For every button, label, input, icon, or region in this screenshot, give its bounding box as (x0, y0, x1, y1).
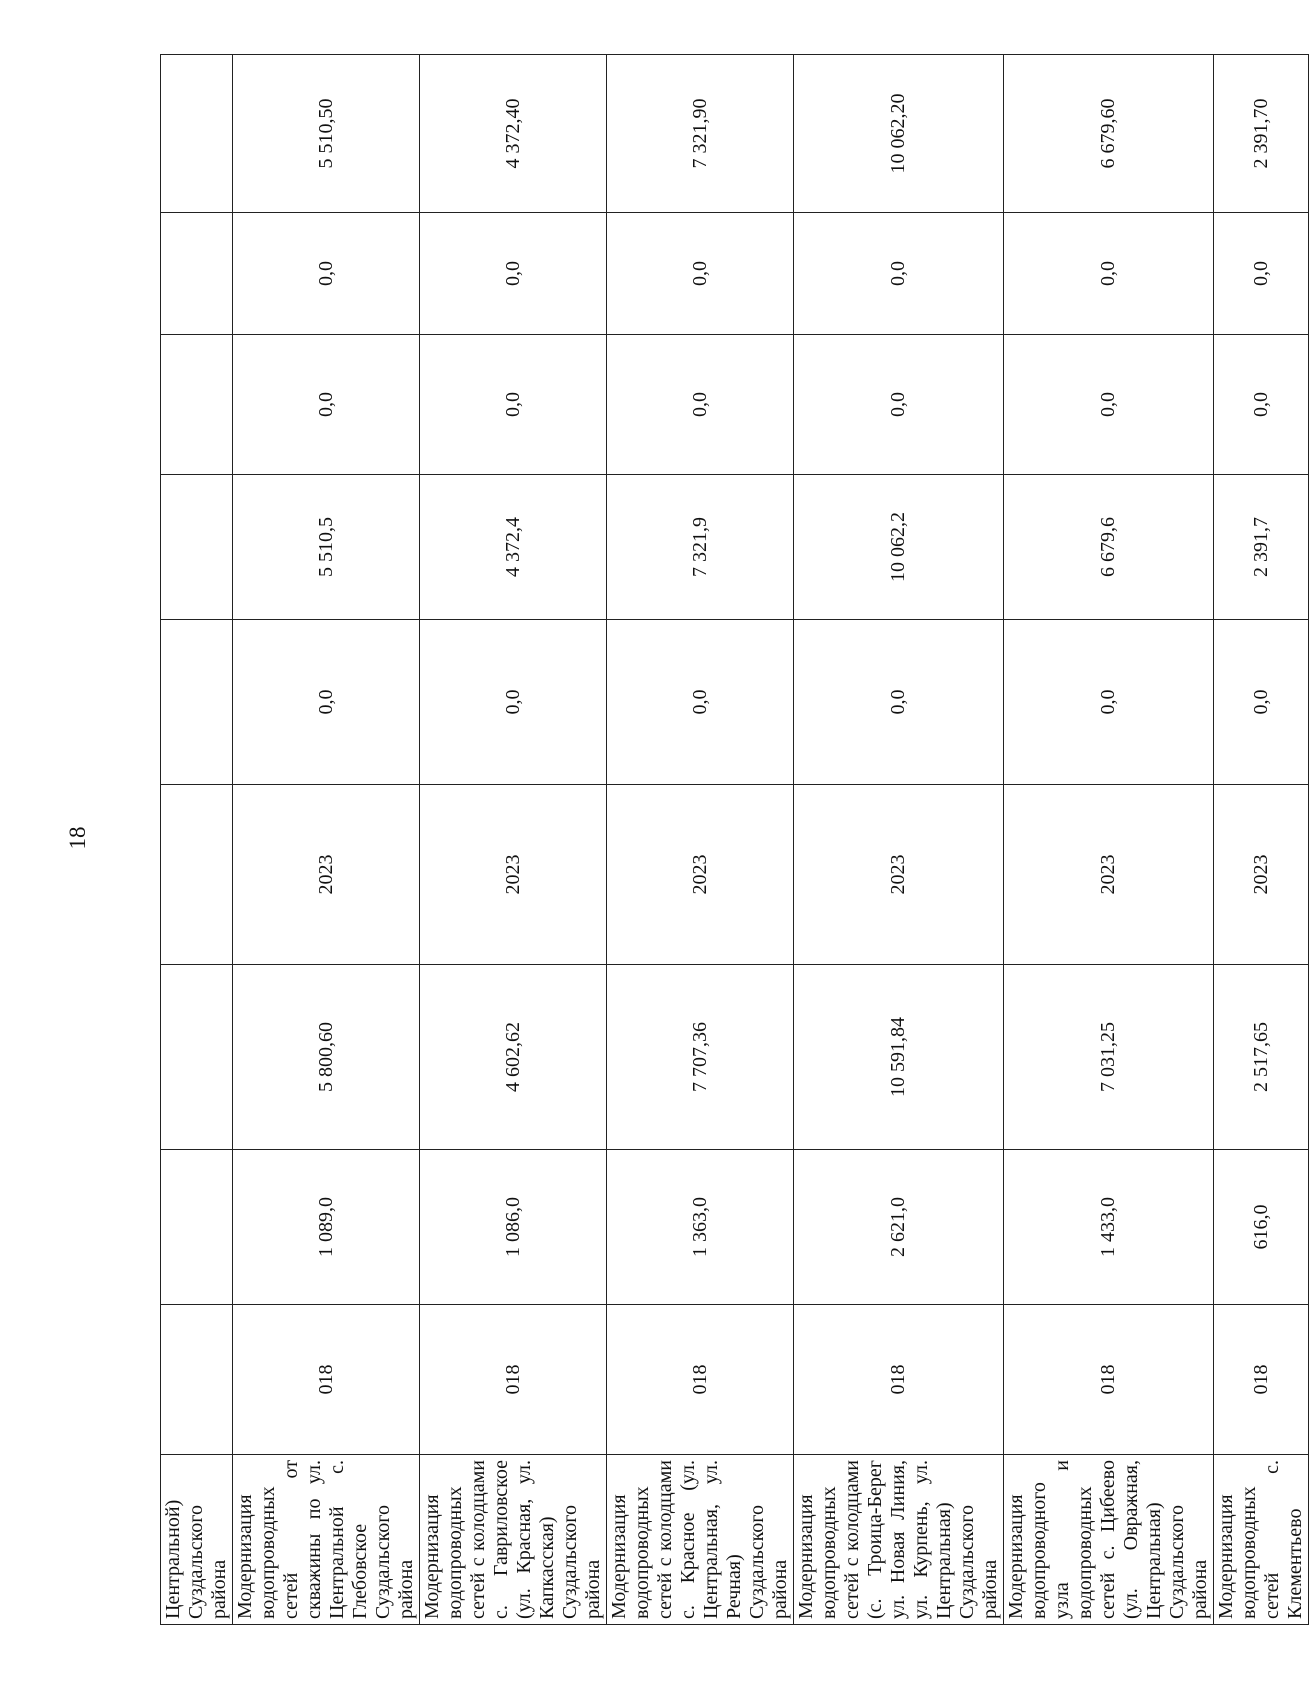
row-code: 018 (420, 1305, 607, 1455)
row-total-cost: 7 031,25 (1004, 965, 1214, 1150)
row-year: 2023 (1214, 785, 1309, 965)
table-row (794, 55, 1004, 1625)
row-amount-1: 0,0 (420, 620, 607, 785)
row-year: 2023 (420, 785, 607, 965)
row-amount-total: 7 321,90 (607, 55, 794, 213)
table-row-continuation (161, 55, 233, 1625)
table-row (233, 55, 420, 1625)
row-amount-1: 0,0 (794, 620, 1004, 785)
empty-cell (161, 620, 233, 785)
empty-cell (161, 55, 233, 213)
row-code: 018 (233, 1305, 420, 1455)
row-description: Модернизация водопроводного узла и водопроводных сетей с. Цибеево (ул. Овражная, Центральная) Суздальского района (1004, 1455, 1214, 1625)
row-amount-2: 6 679,6 (1004, 475, 1214, 620)
row-amount-4: 0,0 (794, 213, 1004, 335)
row-amount-2: 2 391,7 (1214, 475, 1309, 620)
row-year: 2023 (1004, 785, 1214, 965)
row-amount-3: 0,0 (1004, 335, 1214, 475)
row-amount-total: 5 510,50 (233, 55, 420, 213)
row-length: 2 621,0 (794, 1150, 1004, 1305)
row-description: Модернизация водопроводных сетей с колодцами с. Гавриловское (ул. Красная, ул. Капкасская) Суздальского района (420, 1455, 607, 1625)
row-amount-2: 5 510,5 (233, 475, 420, 620)
empty-cell (161, 965, 233, 1150)
row-year: 2023 (794, 785, 1004, 965)
row-amount-2: 10 062,2 (794, 475, 1004, 620)
row-description: Модернизация водопроводных сетей от скважины по ул. Центральной с. Глебовское Суздальского района (233, 1455, 420, 1625)
row-amount-3: 0,0 (1214, 335, 1309, 475)
row-amount-1: 0,0 (1004, 620, 1214, 785)
empty-cell (161, 475, 233, 620)
row-code: 018 (607, 1305, 794, 1455)
rotated-page-content (160, 55, 1306, 1625)
row-amount-total: 6 679,60 (1004, 55, 1214, 213)
row-amount-3: 0,0 (607, 335, 794, 475)
row-amount-3: 0,0 (233, 335, 420, 475)
table-row (1004, 55, 1214, 1625)
table-row (420, 55, 607, 1625)
row-amount-total: 10 062,20 (794, 55, 1004, 213)
row-total-cost: 7 707,36 (607, 965, 794, 1150)
row-code: 018 (794, 1305, 1004, 1455)
row-code: 018 (1004, 1305, 1214, 1455)
row-length: 1 089,0 (233, 1150, 420, 1305)
row-length: 616,0 (1214, 1150, 1309, 1305)
row-total-cost: 4 602,62 (420, 965, 607, 1150)
row-amount-1: 0,0 (1214, 620, 1309, 785)
row-amount-1: 0,0 (233, 620, 420, 785)
row-length: 1 086,0 (420, 1150, 607, 1305)
row-amount-1: 0,0 (607, 620, 794, 785)
empty-cell (161, 1150, 233, 1305)
investment-table (160, 54, 1309, 1625)
row-amount-4: 0,0 (1214, 213, 1309, 335)
table-row (607, 55, 794, 1625)
row-amount-2: 7 321,9 (607, 475, 794, 620)
row-length: 1 433,0 (1004, 1150, 1214, 1305)
row-total-cost: 10 591,84 (794, 965, 1004, 1150)
empty-cell (161, 1305, 233, 1455)
empty-cell (161, 213, 233, 335)
empty-cell (161, 785, 233, 965)
row-year: 2023 (607, 785, 794, 965)
page-number: 18 (65, 826, 90, 850)
row-description: Модернизация водопроводных сетей с. Клементьево (1214, 1455, 1309, 1625)
row-amount-4: 0,0 (233, 213, 420, 335)
empty-cell (161, 335, 233, 475)
table-row (1214, 55, 1309, 1625)
row-amount-total: 4 372,40 (420, 55, 607, 213)
row-year: 2023 (233, 785, 420, 965)
row-amount-3: 0,0 (794, 335, 1004, 475)
continuation-description: Центральной) Суздальского района (161, 1455, 233, 1625)
row-code: 018 (1214, 1305, 1309, 1455)
row-amount-4: 0,0 (420, 213, 607, 335)
row-amount-2: 4 372,4 (420, 475, 607, 620)
row-total-cost: 5 800,60 (233, 965, 420, 1150)
row-amount-total: 2 391,70 (1214, 55, 1309, 213)
row-total-cost: 2 517,65 (1214, 965, 1309, 1150)
row-amount-4: 0,0 (1004, 213, 1214, 335)
row-length: 1 363,0 (607, 1150, 794, 1305)
row-amount-3: 0,0 (420, 335, 607, 475)
row-description: Модернизация водопроводных сетей с колодцами (с. Троица-Берег ул. Новая Линия, ул. Курпень, ул. Центральная) Суздальского района (794, 1455, 1004, 1625)
row-description: Модернизация водопроводных сетей с колодцами с. Красное (ул. Центральная, ул. Речная) Суздальского района (607, 1455, 794, 1625)
row-amount-4: 0,0 (607, 213, 794, 335)
